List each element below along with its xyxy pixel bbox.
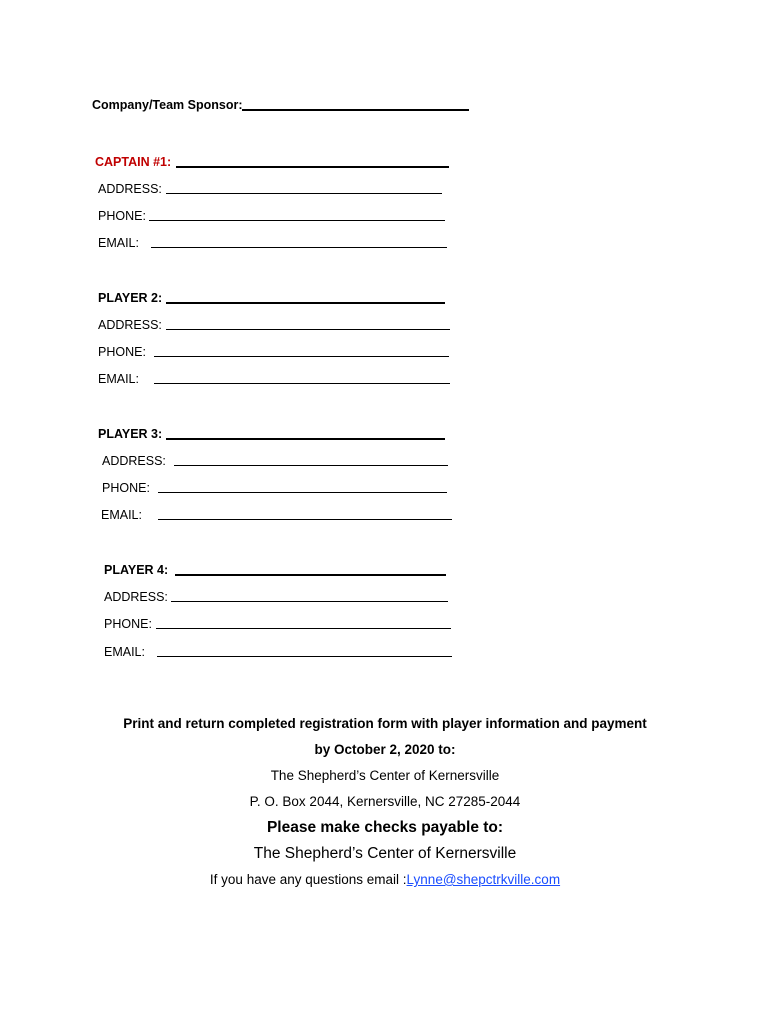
captain-email-label: EMAIL: bbox=[98, 236, 139, 250]
player4-phone-row bbox=[104, 616, 451, 632]
player4-heading-row bbox=[104, 562, 446, 578]
sponsor-row bbox=[92, 97, 469, 113]
questions-line bbox=[0, 872, 770, 887]
sponsor-input-line[interactable] bbox=[242, 109, 469, 111]
instruction-line-2: by October 2, 2020 to: bbox=[314, 742, 456, 757]
captain-email-row bbox=[98, 235, 447, 251]
captain-phone-label: PHONE: bbox=[98, 209, 146, 223]
captain-address-row bbox=[98, 181, 442, 197]
player3-phone-label: PHONE: bbox=[102, 481, 150, 495]
player4-name-line[interactable] bbox=[175, 574, 446, 576]
sponsor-label: Company/Team Sponsor: bbox=[92, 98, 243, 112]
player3-phone-row bbox=[102, 480, 447, 496]
player4-email-label: EMAIL: bbox=[104, 645, 145, 659]
player3-heading: PLAYER 3: bbox=[98, 427, 163, 441]
player2-phone-line[interactable] bbox=[154, 356, 449, 357]
player3-name-line[interactable] bbox=[166, 438, 445, 440]
player3-address-row bbox=[102, 453, 448, 469]
checks-heading: Please make checks payable to: bbox=[266, 819, 504, 836]
captain-phone-row bbox=[98, 208, 445, 224]
player3-email-row bbox=[101, 507, 452, 523]
captain-heading: CAPTAIN #1: bbox=[95, 155, 172, 169]
player2-name-line[interactable] bbox=[166, 302, 445, 304]
captain-phone-line[interactable] bbox=[149, 220, 445, 221]
player2-heading-row bbox=[98, 290, 445, 306]
player3-address-line[interactable] bbox=[174, 465, 448, 466]
player3-address-label: ADDRESS: bbox=[102, 454, 166, 468]
player4-address-line[interactable] bbox=[171, 601, 448, 602]
player2-address-row bbox=[98, 317, 450, 333]
player3-phone-line[interactable] bbox=[158, 492, 447, 493]
player2-heading: PLAYER 2: bbox=[98, 291, 163, 305]
player2-email-line[interactable] bbox=[154, 383, 450, 384]
captain-address-line[interactable] bbox=[166, 193, 442, 194]
player4-heading: PLAYER 4: bbox=[104, 563, 169, 577]
captain-name-line[interactable] bbox=[176, 166, 449, 168]
captain-address-label: ADDRESS: bbox=[98, 182, 162, 196]
player3-email-label: EMAIL: bbox=[101, 508, 142, 522]
player4-phone-label: PHONE: bbox=[104, 617, 152, 631]
player3-email-line[interactable] bbox=[158, 519, 452, 520]
org-name: The Shepherd’s Center of Kernersville bbox=[270, 768, 500, 783]
player2-address-line[interactable] bbox=[166, 329, 450, 330]
player4-address-label: ADDRESS: bbox=[104, 590, 168, 604]
captain-email-line[interactable] bbox=[151, 247, 447, 248]
player2-phone-label: PHONE: bbox=[98, 345, 146, 359]
captain-heading-row bbox=[95, 154, 449, 170]
contact-email-link[interactable]: Lynne@shepctrkville.com bbox=[406, 872, 561, 887]
player4-email-row bbox=[104, 644, 452, 660]
questions-text: If you have any questions email : bbox=[209, 872, 407, 887]
player2-email-label: EMAIL: bbox=[98, 372, 139, 386]
player2-email-row bbox=[98, 371, 450, 387]
player4-address-row bbox=[104, 589, 448, 605]
player4-phone-line[interactable] bbox=[156, 628, 451, 629]
org-address: P. O. Box 2044, Kernersville, NC 27285-2044 bbox=[249, 794, 521, 809]
player3-heading-row bbox=[98, 426, 445, 442]
player4-email-line[interactable] bbox=[157, 656, 452, 657]
payee-name: The Shepherd’s Center of Kernersville bbox=[253, 845, 517, 862]
player2-address-label: ADDRESS: bbox=[98, 318, 162, 332]
player2-phone-row bbox=[98, 344, 449, 360]
instruction-line-1: Print and return completed registration form with player information and payment bbox=[123, 716, 647, 731]
